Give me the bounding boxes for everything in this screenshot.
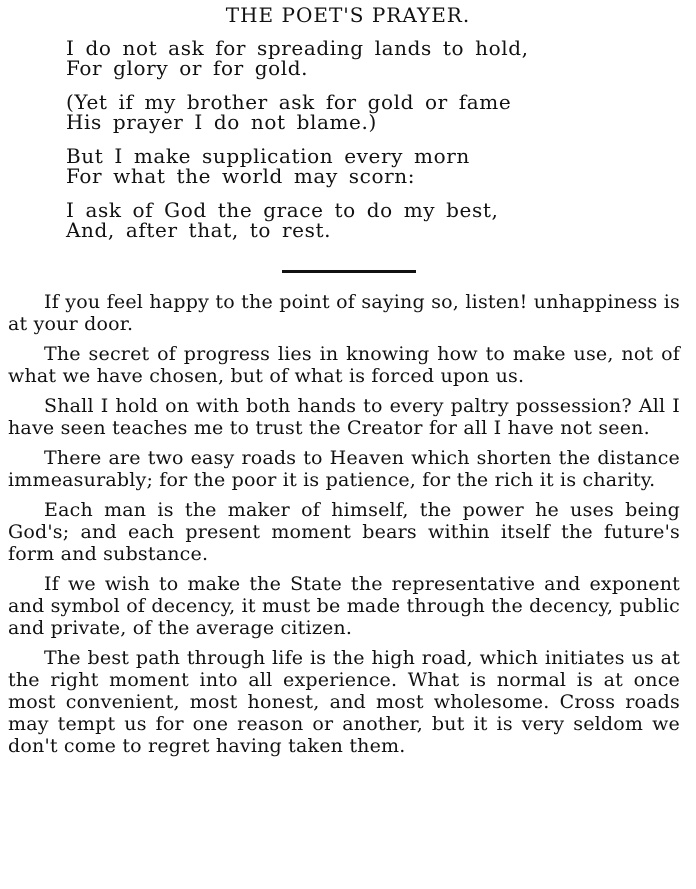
poem-line: And, after that, to rest.	[66, 218, 332, 242]
poem-stanza-3	[66, 146, 666, 186]
saying-paragraph: If we wish to make the State the representative and exponent and symbol of decency, it must be made through the decency, public and private, of the average citizen.	[8, 573, 680, 639]
poem	[66, 38, 666, 254]
poem-line: I ask of God the grace to do my best,	[66, 198, 499, 222]
saying-paragraph: The secret of progress lies in knowing how to make use, not of what we have chosen, but of what is forced upon us.	[8, 343, 680, 387]
saying-paragraph: There are two easy roads to Heaven which shorten the distance immeasurably; for the poor it is patience, for the rich it is charity.	[8, 447, 680, 491]
poem-title: THE POET'S PRAYER.	[225, 3, 471, 27]
saying-paragraph: The best path through life is the high road, which initiates us at the right moment into all experience. What is normal is at once most convenient, most honest, and most wholesome. Cross roads may tempt us for one reason or another, but it is very seldom we don't come to regret having taken them.	[8, 647, 680, 757]
saying-paragraph: Shall I hold on with both hands to every paltry possession? All I have seen teaches me to trust the Creator for all I have not seen.	[8, 395, 680, 439]
poem-line: His prayer I do not blame.)	[66, 110, 377, 134]
poem-stanza-4	[66, 200, 666, 240]
saying-paragraph: If you feel happy to the point of saying so, listen! unhappiness is at your door.	[8, 291, 680, 335]
poem-line: (Yet if my brother ask for gold or fame	[66, 90, 512, 114]
saying-paragraph: Each man is the maker of himself, the power he uses being God's; and each present moment bears within itself the future's form and substance.	[8, 499, 680, 565]
poem-line: For what the world may scorn:	[66, 164, 416, 188]
poem-stanza-1	[66, 38, 666, 78]
poem-stanza-2	[66, 92, 666, 132]
sayings-column	[8, 291, 680, 765]
poem-line: For glory or for gold.	[66, 56, 309, 80]
section-divider	[282, 270, 416, 273]
poem-line: But I make supplication every morn	[66, 144, 470, 168]
poem-line: I do not ask for spreading lands to hold,	[66, 36, 529, 60]
